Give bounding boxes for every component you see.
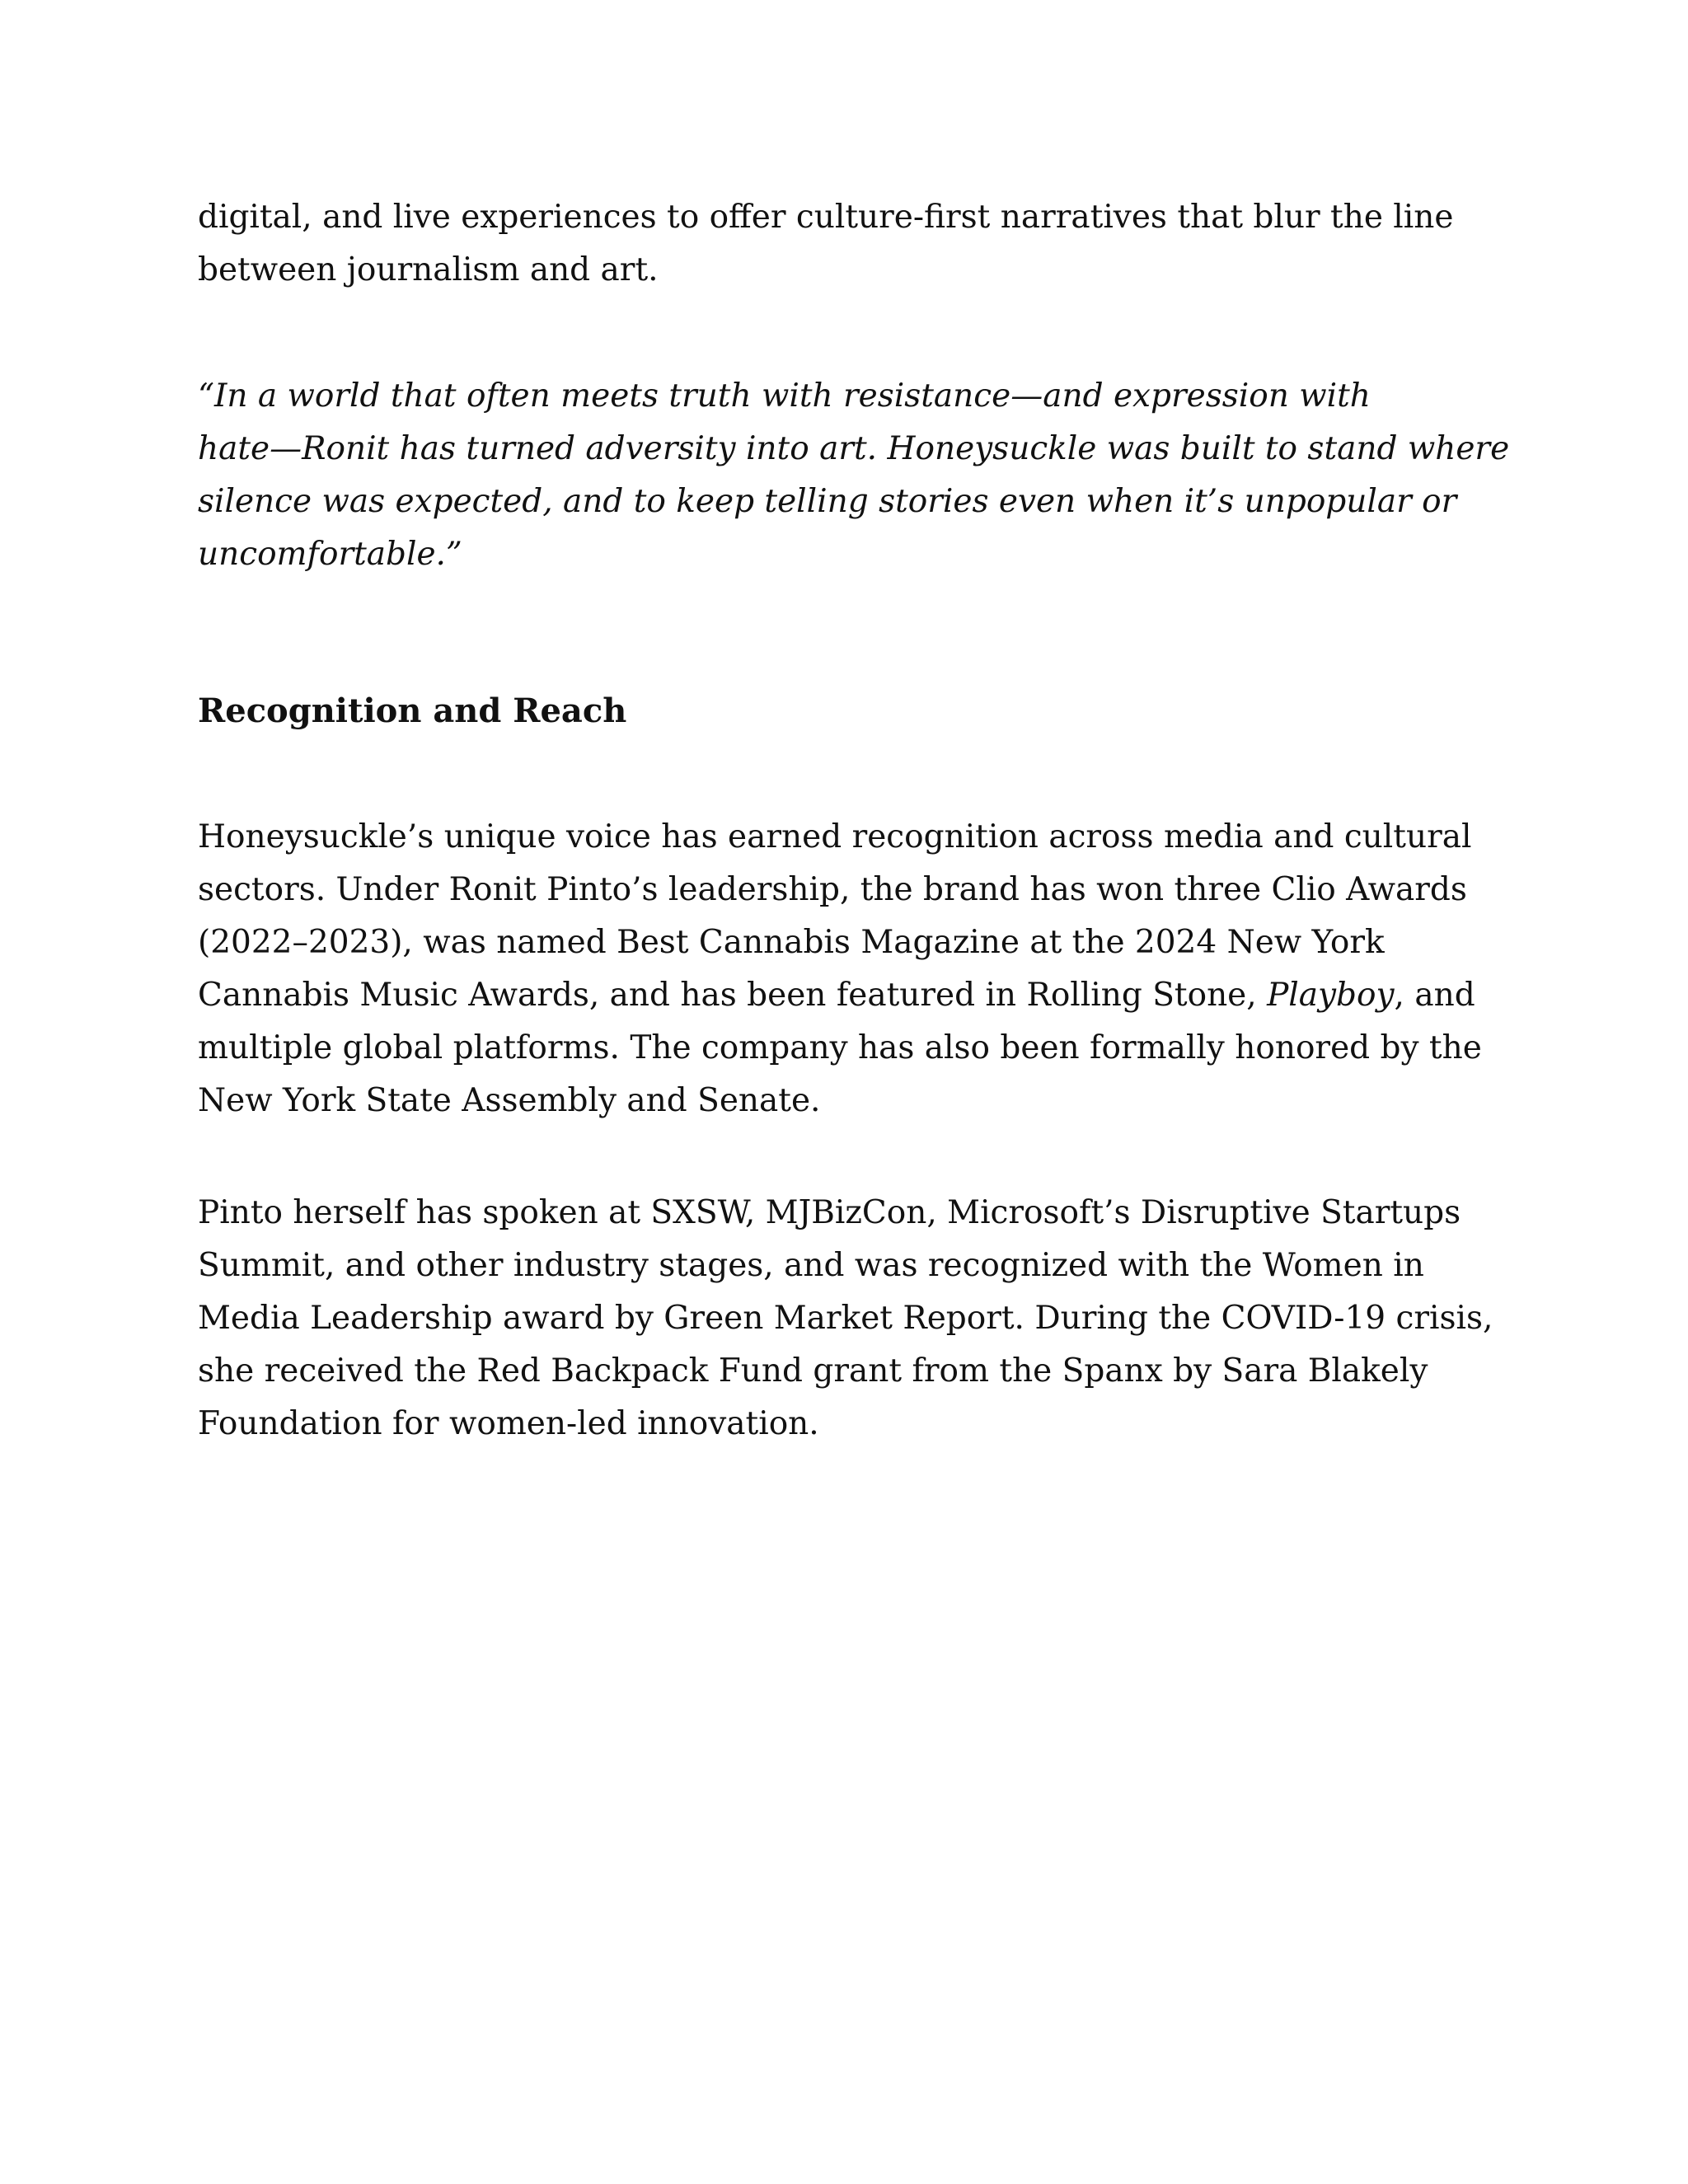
intro-line: digital, and live experiences to offer culture-first narratives that blur the line [198, 199, 1454, 236]
pinto-line: Media Leadership award by Green Market Report. During the COVID-19 crisis, [198, 1300, 1493, 1337]
pinto-line: Pinto herself has spoken at SXSW, MJBizCon, Microsoft’s Disruptive Startups [198, 1194, 1461, 1231]
pinto-line: Foundation for women-led innovation. [198, 1405, 819, 1442]
pull-quote [198, 370, 1510, 581]
pinto-line: Summit, and other industry stages, and was recognized with the Women in [198, 1247, 1424, 1284]
quote-line: hate—Ronit has turned adversity into art. Honeysuckle was built to stand where [198, 430, 1510, 467]
recognition-text: Cannabis Music Awards, and has been featured in Rolling Stone, [198, 977, 1268, 1014]
recognition-line: multiple global platforms. The company has also been formally honored by the [198, 1029, 1482, 1066]
quote-line: “In a world that often meets truth with resistance—and expression with [198, 377, 1371, 415]
publication-name: Playboy [1267, 977, 1395, 1014]
recognition-line: sectors. Under Ronit Pinto’s leadership, the brand has won three Clio Awards [198, 871, 1467, 908]
recognition-line: Honeysuckle’s unique voice has earned recognition across media and cultural [198, 818, 1472, 855]
quote-line: uncomfortable.” [198, 536, 462, 573]
quote-line: silence was expected, and to keep telling stories even when it’s unpopular or [198, 483, 1457, 520]
section-heading: Recognition and Reach [198, 691, 627, 730]
recognition-line: (2022–2023), was named Best Cannabis Magazine at the 2024 New York [198, 924, 1385, 961]
recognition-line [198, 969, 1500, 1022]
recognition-text: , and [1394, 977, 1475, 1014]
pinto-paragraph [198, 1187, 1500, 1451]
document-body [198, 191, 1510, 1451]
intro-line: between journalism and art. [198, 251, 659, 288]
recognition-line: New York State Assembly and Senate. [198, 1082, 821, 1119]
intro-paragraph [198, 191, 1500, 297]
pinto-line: she received the Red Backpack Fund grant from the Spanx by Sara Blakely [198, 1352, 1428, 1390]
recognition-paragraph [198, 811, 1500, 1127]
